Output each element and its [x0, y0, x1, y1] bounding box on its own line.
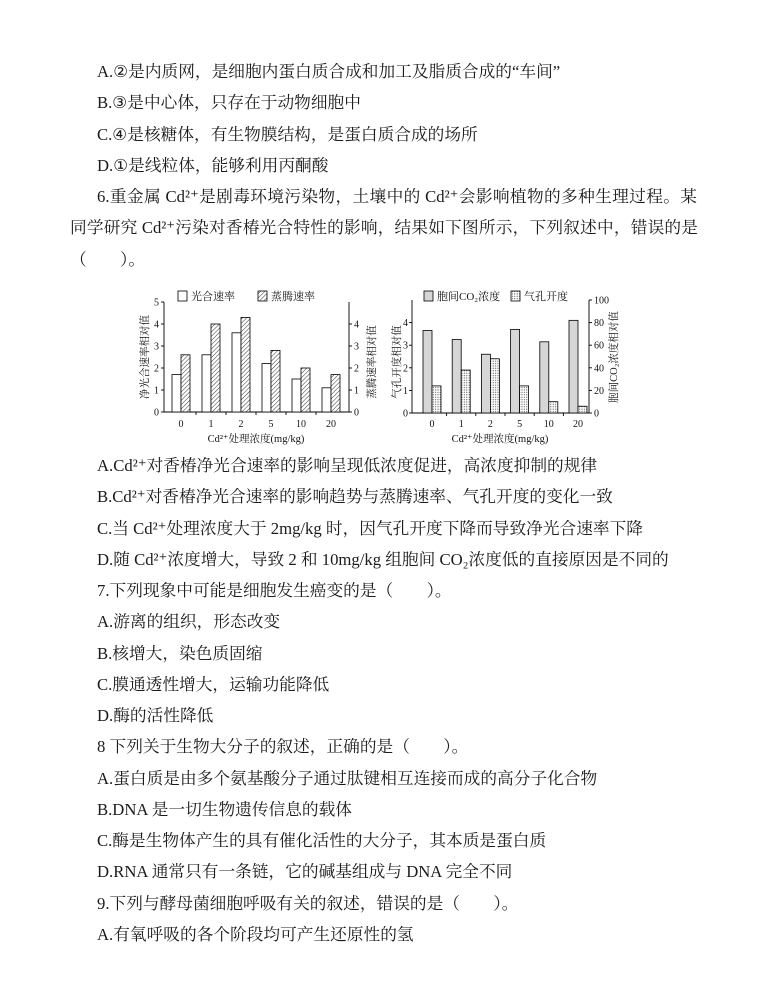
- q6-stem-line-1: 6.重金属 Cd²⁺是剧毒环境污染物，土壤中的 Cd²⁺会影响植物的多种生理过程。某: [97, 187, 697, 206]
- right-y-tick-label: 0: [354, 407, 359, 419]
- q7-option-a: A.游离的组织，形态改变: [97, 612, 281, 632]
- left-y-axis-label: 气孔开度相对值: [392, 325, 403, 399]
- left-y-tick-label: 0: [403, 408, 408, 420]
- left-y-tick-label: 3: [403, 340, 408, 352]
- bar-series-1-cat-0: [172, 375, 181, 412]
- bar-series-2-cat-2: [490, 359, 499, 413]
- bar-series-1-cat-10: [540, 342, 549, 413]
- questions-bottom: [0, 450, 775, 950]
- bar-series-2-cat-5: [271, 350, 280, 412]
- x-category-label: 2: [487, 419, 493, 430]
- x-category-label: 5: [268, 419, 274, 430]
- legend-label: 蒸腾速率: [271, 291, 315, 303]
- q5-option-a: A.②是内质网，是细胞内蛋白质合成和加工及脂质合成的“车间”: [97, 62, 561, 81]
- bar-series-1-cat-0: [423, 331, 432, 413]
- legend-swatch: [424, 291, 433, 301]
- bar-series-2-cat-20: [578, 406, 587, 413]
- left-y-tick-label: 0: [154, 407, 159, 419]
- right-y-tick-label: 4: [354, 319, 359, 331]
- left-y-tick-label: 1: [154, 385, 159, 397]
- bar-series-1-cat-5: [511, 329, 520, 413]
- left-y-axis-label: 净光合速率相对值: [140, 315, 151, 399]
- legend-swatch: [178, 291, 187, 301]
- x-category-label: 1: [208, 419, 214, 430]
- bar-series-1-cat-5: [262, 364, 271, 412]
- q7-option-c: C.膜通透性增大，运输功能降低: [97, 674, 330, 694]
- right-y-axis-label: 胞间CO₂浓度相对值: [609, 311, 620, 403]
- x-category-label: 10: [543, 419, 554, 430]
- q6-option-c: C.当 Cd²⁺处理浓度大于 2mg/kg 时，因气孔开度下降而导致净光合速率下降: [97, 518, 643, 538]
- left-y-tick-label: 2: [154, 363, 159, 375]
- bar-series-2-cat-1: [461, 370, 470, 413]
- bar-series-1-cat-2: [232, 333, 241, 412]
- right-y-tick-label: 40: [594, 363, 604, 375]
- bar-series-1-cat-20: [569, 320, 578, 413]
- q7-option-b: B.核增大，染色质固缩: [97, 643, 263, 663]
- right-y-tick-label: 2: [354, 363, 359, 375]
- q5-option-b: B.③是中心体，只存在于动物细胞中: [97, 93, 361, 113]
- x-category-label: 1: [458, 419, 464, 430]
- right-y-tick-label: 20: [594, 385, 604, 397]
- bar-series-2-cat-5: [520, 386, 529, 413]
- chart-1: [138, 289, 378, 445]
- bar-series-2-cat-10: [549, 402, 558, 413]
- legend-label: 胞间CO₂浓度: [437, 291, 501, 303]
- q8-option-d: D.RNA 通常只有一条链，它的碱基组成与 DNA 完全不同: [97, 862, 513, 882]
- q8-option-a: A.蛋白质是由多个氨基酸分子通过肽键相互连接而成的高分子化合物: [97, 768, 598, 788]
- left-y-tick-label: 5: [154, 297, 159, 309]
- x-axis-label: Cd²⁺处理浓度(mg/kg): [207, 434, 305, 445]
- bar-series-1-cat-1: [452, 340, 461, 413]
- right-y-tick-label: 0: [594, 408, 599, 420]
- legend-label: 光合速率: [191, 291, 235, 303]
- q7-option-d: D.酶的活性降低: [97, 706, 214, 725]
- q9-option-a: A.有氧呼吸的各个阶段均可产生还原性的氢: [97, 924, 414, 944]
- q5-option-d: D.①是线粒体，能够利用丙酮酸: [97, 155, 329, 175]
- x-category-label: 0: [429, 419, 435, 430]
- bar-series-1-cat-1: [202, 355, 211, 412]
- legend-swatch: [511, 291, 520, 301]
- bar-series-2-cat-0: [181, 355, 190, 412]
- left-y-tick-label: 4: [154, 319, 159, 331]
- x-category-label: 0: [178, 419, 184, 430]
- q5-option-c: C.④是核糖体，有生物膜结构，是蛋白质合成的场所: [97, 124, 478, 144]
- chart-2: [390, 289, 620, 445]
- right-y-tick-label: 1: [354, 385, 359, 397]
- legend-swatch: [258, 291, 267, 301]
- q6-stem-line-2: 同学研究 Cd²⁺污染对香椿光合特性的影响，结果如下图所示，下列叙述中，错误的是: [70, 218, 698, 238]
- bar-series-1-cat-10: [292, 379, 301, 412]
- q8-option-b: B.DNA 是一切生物遗传信息的载体: [97, 799, 352, 819]
- figure-charts: [0, 280, 775, 450]
- x-category-label: 5: [517, 419, 523, 430]
- bar-series-2-cat-2: [241, 317, 250, 412]
- bar-series-2-cat-10: [301, 368, 310, 412]
- x-category-label: 2: [238, 419, 244, 430]
- right-y-tick-label: 3: [354, 341, 359, 353]
- right-y-axis-label: 蒸腾速率相对值: [367, 325, 378, 399]
- q9-stem: 9.下列与酵母菌细胞呼吸有关的叙述，错误的是（ ）。: [97, 893, 519, 913]
- left-y-tick-label: 1: [403, 385, 408, 397]
- q6-stem-line-3: （ ）。: [70, 249, 146, 269]
- q8-stem: 8 下列关于生物大分子的叙述，正确的是（ ）。: [97, 737, 469, 757]
- bar-series-2-cat-1: [211, 324, 220, 412]
- questions-top: [0, 56, 775, 275]
- q8-option-c: C.酶是生物体产生的具有催化活性的大分子，其本质是蛋白质: [97, 831, 547, 850]
- q6-option-d: D.随 Cd²⁺浓度增大，导致 2 和 10mg/kg 组胞间 CO₂浓度低的直接原因是不同的: [97, 549, 669, 569]
- x-category-label: 20: [326, 419, 336, 430]
- bar-series-2-cat-20: [331, 375, 340, 412]
- q6-option-b: B.Cd²⁺对香椿净光合速率的影响趋势与蒸腾速率、气孔开度的变化一致: [97, 487, 613, 507]
- q7-stem: 7.下列现象中可能是细胞发生癌变的是（ ）。: [97, 581, 452, 600]
- left-y-tick-label: 2: [403, 363, 408, 375]
- right-y-tick-label: 80: [594, 318, 604, 330]
- left-y-tick-label: 3: [154, 341, 159, 353]
- right-y-tick-label: 100: [594, 295, 609, 307]
- q6-option-a: A.Cd²⁺对香椿净光合速率的影响呈现低浓度促进，高浓度抑制的规律: [97, 456, 598, 475]
- left-y-tick-label: 4: [403, 318, 408, 330]
- x-axis-label: Cd²⁺处理浓度(mg/kg): [451, 434, 549, 445]
- right-y-tick-label: 60: [594, 340, 604, 352]
- x-category-label: 10: [296, 419, 306, 430]
- series-1-bars: [423, 320, 578, 413]
- bar-series-2-cat-0: [432, 386, 441, 413]
- x-category-label: 20: [573, 419, 583, 430]
- bar-series-1-cat-2: [481, 354, 490, 413]
- bar-series-1-cat-20: [322, 388, 331, 412]
- legend-label: 气孔开度: [524, 291, 568, 303]
